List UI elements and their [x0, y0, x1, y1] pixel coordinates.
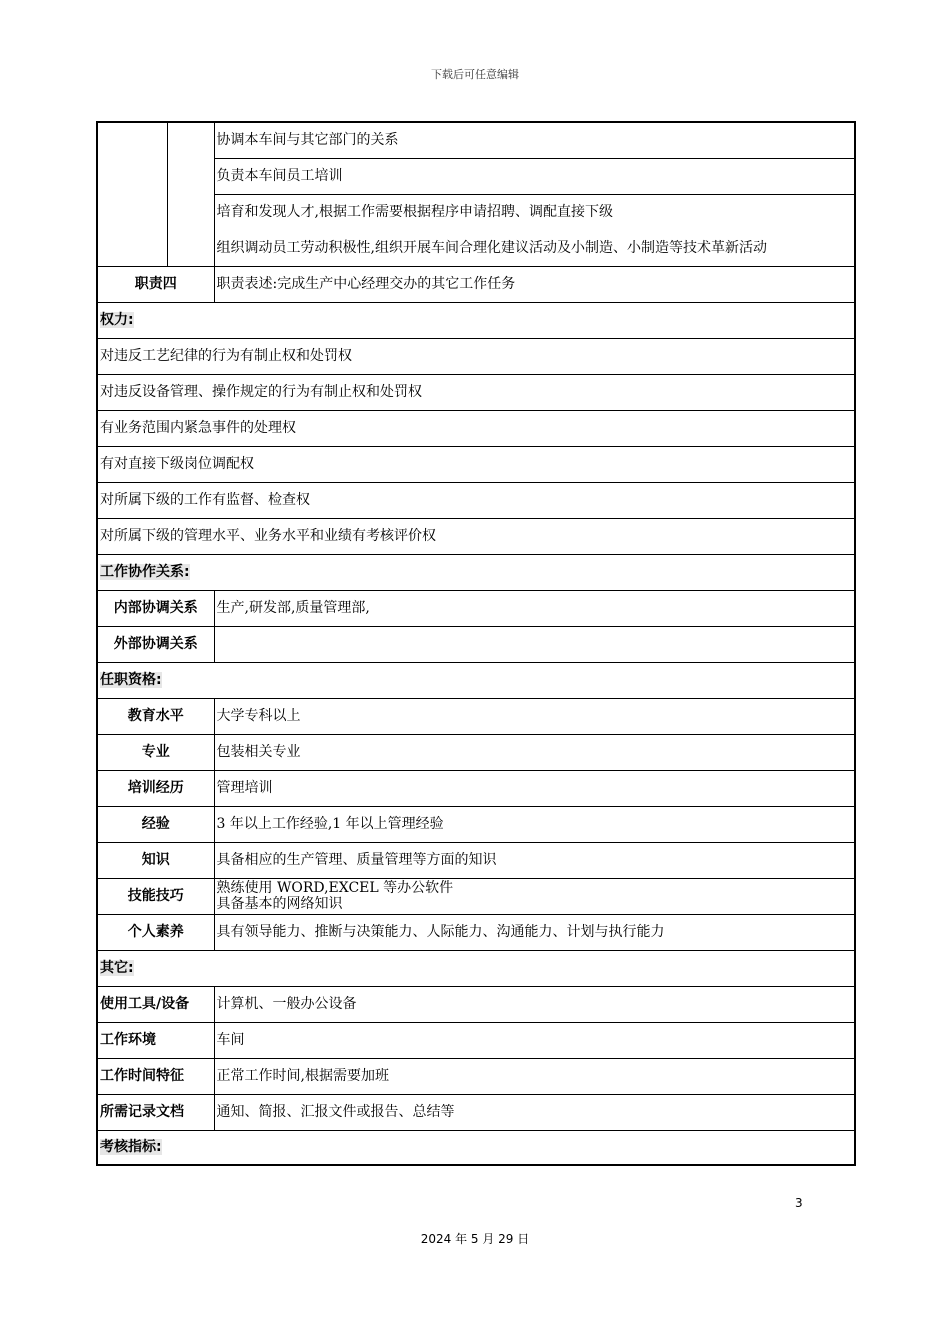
qualifications-title: 任职资格:: [100, 672, 162, 688]
duty-blank-cell-2: [167, 122, 214, 266]
duty4-row: [97, 266, 855, 302]
other-title: 其它:: [100, 960, 134, 976]
other-value: 计算机、一般办公设备: [214, 986, 855, 1022]
authority-row: [97, 482, 855, 518]
authority-row: [97, 374, 855, 410]
job-description-table: [96, 121, 856, 1166]
qualification-row: [97, 914, 855, 950]
qualification-row: [97, 878, 855, 914]
assessment-header: [97, 1130, 855, 1165]
page-number: 3: [795, 1196, 803, 1210]
duty-item: 组织调动员工劳动积极性,组织开展车间合理化建议活动及小制造、小制造等技术革新活动: [214, 230, 855, 266]
authority-row: [97, 410, 855, 446]
qualification-value: 包装相关专业: [214, 734, 855, 770]
duty-blank-cell: [97, 122, 167, 266]
cooperation-header: [97, 554, 855, 590]
other-label: 使用工具/设备: [97, 986, 214, 1022]
duty-item: 培育和发现人才,根据工作需要根据程序申请招聘、调配直接下级: [214, 194, 855, 230]
cooperation-title: 工作协作关系:: [100, 564, 190, 580]
duty-item: 负责本车间员工培训: [214, 158, 855, 194]
qualification-label: 培训经历: [97, 770, 214, 806]
qualification-value-line: 具备基本的网络知识: [216, 896, 343, 912]
qualification-row: [97, 842, 855, 878]
qualification-label: 经验: [97, 806, 214, 842]
qualification-value: 管理培训: [214, 770, 855, 806]
authority-row: [97, 338, 855, 374]
other-row: [97, 1058, 855, 1094]
cooperation-value: [214, 626, 855, 662]
other-value: 车间: [214, 1022, 855, 1058]
qualifications-header: [97, 662, 855, 698]
cooperation-label: 外部协调关系: [97, 626, 214, 662]
other-value: 通知、简报、汇报文件或报告、总结等: [214, 1094, 855, 1130]
qualification-label: 教育水平: [97, 698, 214, 734]
authority-title: 权力:: [100, 312, 134, 328]
authority-item: 对所属下级的管理水平、业务水平和业绩有考核评价权: [97, 518, 855, 554]
duty-row: [97, 122, 855, 158]
authority-row: [97, 446, 855, 482]
cooperation-label: 内部协调关系: [97, 590, 214, 626]
other-row: [97, 1094, 855, 1130]
qualification-value-line: 熟练使用 WORD,EXCEL 等办公软件: [216, 880, 454, 896]
duty4-text: 职责表述:完成生产中心经理交办的其它工作任务: [214, 266, 855, 302]
assessment-title: 考核指标:: [100, 1139, 162, 1156]
qualification-row: [97, 734, 855, 770]
authority-row: [97, 518, 855, 554]
qualification-value: 具备相应的生产管理、质量管理等方面的知识: [214, 842, 855, 878]
qualification-value: 3 年以上工作经验,1 年以上管理经验: [214, 806, 855, 842]
qualification-row: [97, 770, 855, 806]
other-label: 工作时间特征: [97, 1058, 214, 1094]
duty4-label: 职责四: [97, 266, 214, 302]
qualification-label: 专业: [97, 734, 214, 770]
other-row: [97, 1022, 855, 1058]
authority-item: 对违反工艺纪律的行为有制止权和处罚权: [97, 338, 855, 374]
authority-item: 对所属下级的工作有监督、检查权: [97, 482, 855, 518]
duty-item: 协调本车间与其它部门的关系: [214, 122, 855, 158]
other-row: [97, 986, 855, 1022]
cooperation-row: [97, 626, 855, 662]
other-header: [97, 950, 855, 986]
cooperation-row: [97, 590, 855, 626]
qualification-value: [214, 878, 855, 914]
qualification-value: 大学专科以上: [214, 698, 855, 734]
authority-item: 有对直接下级岗位调配权: [97, 446, 855, 482]
qualification-label: 知识: [97, 842, 214, 878]
qualification-label: 技能技巧: [97, 878, 214, 914]
header-note: 下载后可任意编辑: [431, 68, 519, 81]
other-label: 所需记录文档: [97, 1094, 214, 1130]
cooperation-value: 生产,研发部,质量管理部,: [214, 590, 855, 626]
other-label: 工作环境: [97, 1022, 214, 1058]
other-value: 正常工作时间,根据需要加班: [214, 1058, 855, 1094]
authority-header: [97, 302, 855, 338]
qualification-row: [97, 806, 855, 842]
qualification-label: 个人素养: [97, 914, 214, 950]
qualification-row: [97, 698, 855, 734]
footer-date: 2024 年 5 月 29 日: [420, 1232, 530, 1246]
authority-item: 对违反设备管理、操作规定的行为有制止权和处罚权: [97, 374, 855, 410]
qualification-value: 具有领导能力、推断与决策能力、人际能力、沟通能力、计划与执行能力: [214, 914, 855, 950]
authority-item: 有业务范围内紧急事件的处理权: [97, 410, 855, 446]
